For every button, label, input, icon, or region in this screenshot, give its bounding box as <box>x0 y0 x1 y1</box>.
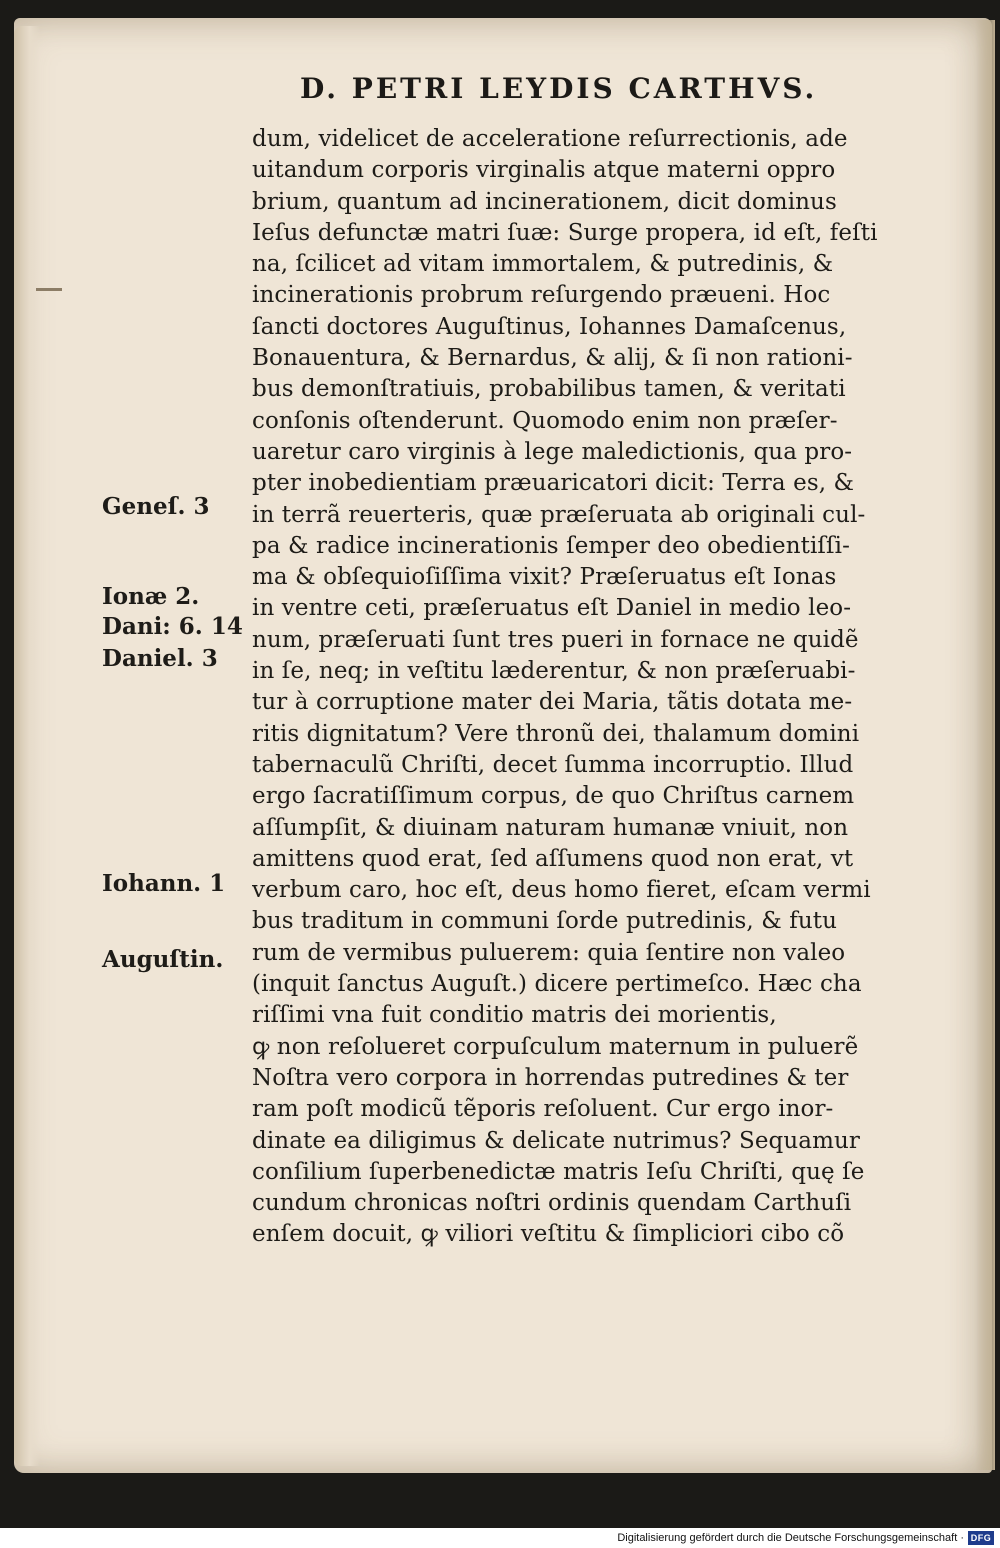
text-line: in terrã reuerteris, quæ præſeruata ab originali cul- <box>252 501 866 528</box>
text-line: ergo ſacratiſſimum corpus, de quo Chriſtus carnem <box>252 783 855 810</box>
running-title: D. PETRI LEYDIS CARTHVS. <box>300 72 818 105</box>
text-line: in ventre ceti, præſeruatus eſt Daniel in medio leo- <box>252 595 852 622</box>
text-line: in ſe, neq; in veſtitu læderentur, & non præſeruabi- <box>252 658 856 685</box>
page-gutter-shadow <box>14 26 40 1466</box>
dfg-logo: DFG <box>968 1531 994 1545</box>
text-line: na, ſcilicet ad vitam immortalem, & putredinis, & <box>252 251 834 278</box>
text-line: enſem docuit, ꝙ viliori veſtitu & ſimpliciori cibo cõ <box>252 1221 845 1248</box>
text-line: dum, videlicet de acceleratione reſurrectionis, ade <box>252 126 848 152</box>
margin-note-augustine: Auguſtin. <box>102 946 224 973</box>
text-line: num, præſeruati ſunt tres pueri in fornace ne quidẽ <box>252 626 859 653</box>
page-edge-shadow <box>975 20 995 1470</box>
text-line: rum de vermibus puluerem: quia ſentire non valeo <box>252 939 846 966</box>
text-line: ma & obſequioſiſſima vixit? Præſeruatus eſt Ionas <box>252 564 837 591</box>
text-line: aſſumpſit, & diuinam naturam humanæ vniuit, non <box>252 814 849 841</box>
text-line: tabernaculũ Chriſti, decet ſumma incorruptio. Illud <box>252 751 854 778</box>
body-text-block <box>252 124 952 1251</box>
text-line: ꝙ non reſolueret corpuſculum maternum in puluerẽ <box>252 1033 859 1060</box>
text-line: tur à corruptione mater dei Maria, tãtis dotata me- <box>252 689 853 716</box>
text-line: amittens quod erat, ſed aſſumens quod non erat, vt <box>252 845 854 872</box>
text-line: cundum chronicas noſtri ordinis quendam Carthuſi <box>252 1190 852 1217</box>
margin-mark <box>36 288 62 291</box>
margin-note-daniel-3: Daniel. 3 <box>102 645 218 672</box>
funding-credit: Digitalisierung gefördert durch die Deutsche Forschungsgemeinschaft · <box>617 1532 964 1544</box>
margin-note-jonah: Ionæ 2. <box>102 583 200 610</box>
text-line: riſſimi vna fuit conditio matris dei morientis, <box>252 1002 777 1029</box>
text-line: conſilium ſuperbenedictæ matris Ieſu Chriſti, quę ſe <box>252 1158 865 1185</box>
margin-note-daniel-6: Dani: 6. 14 <box>102 613 243 640</box>
text-line: (inquit ſanctus Auguſt.) dicere pertimeſco. Hæc cha <box>252 971 862 998</box>
text-line: ritis dignitatum? Vere thronũ dei, thalamum domini <box>252 720 860 747</box>
text-line: ram poſt modicũ tẽporis reſoluent. Cur ergo inor- <box>252 1096 834 1123</box>
text-line: ſancti doctores Auguſtinus, Iohannes Damaſcenus, <box>252 313 847 340</box>
text-line: Noſtra vero corpora in horrendas putredines & ter <box>252 1064 849 1091</box>
footer-bar <box>0 1528 1000 1548</box>
text-line: bus traditum in communi ſorde putredinis, & futu <box>252 908 837 935</box>
text-line: uaretur caro virginis à lege maledictionis, qua pro- <box>252 438 853 465</box>
text-line: uitandum corporis virginalis atque materni oppro <box>252 157 836 184</box>
text-line: Ieſus defunctæ matri ſuæ: Surge propera, id eſt, feſti <box>252 219 878 246</box>
margin-note-john: Iohann. 1 <box>102 870 226 897</box>
text-line: bus demonſtratiuis, probabilibus tamen, & veritati <box>252 376 846 403</box>
text-line: pter inobedientiam præuaricatori dicit: Terra es, & <box>252 470 855 497</box>
text-line: verbum caro, hoc eſt, deus homo fieret, eſcam vermi <box>252 877 871 904</box>
text-line: conſonis oſtenderunt. Quomodo enim non præſer- <box>252 407 838 434</box>
text-line: Bonauentura, & Bernardus, & alij, & ſi non rationi- <box>252 345 853 372</box>
text-line: dinate ea diligimus & delicate nutrimus? Sequamur <box>252 1127 861 1154</box>
text-line: brium, quantum ad incinerationem, dicit dominus <box>252 188 837 215</box>
text-line: incinerationis probrum reſurgendo præueni. Hoc <box>252 282 831 309</box>
margin-note-genesis: Geneſ. 3 <box>102 493 210 520</box>
text-line: pa & radice incinerationis ſemper deo obedientiſſi- <box>252 532 850 559</box>
